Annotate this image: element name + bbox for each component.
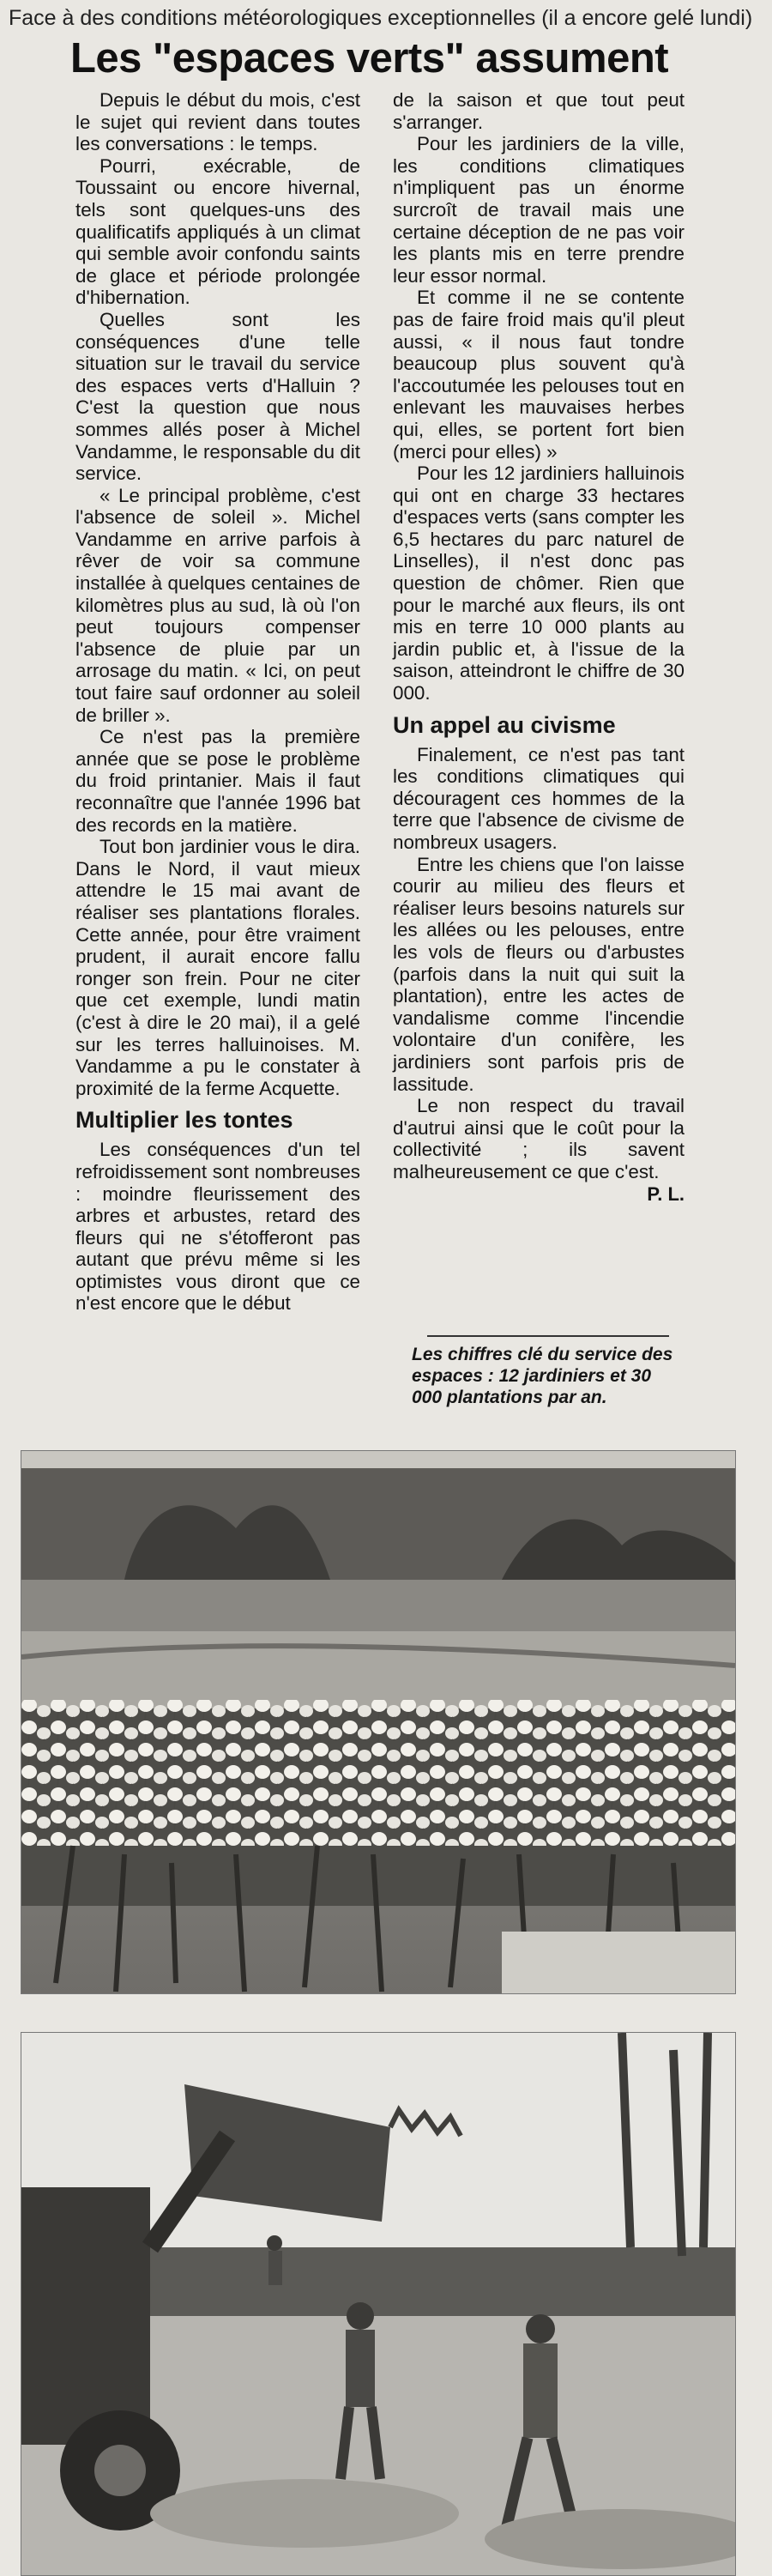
paragraph: « Le principal problème, c'est l'absence de soleil ». Michel Vandamme en arrive parfois à rêver de voir sa commune installée à quelques centaines de kilomètres plus au sud, là où l'on peut toujours compenser l'absence de pluie par un arrosage du matin. « Ici, on peut tout faire sauf ordonner au soleil de briller ». bbox=[75, 484, 360, 726]
subheading-civisme: Un appel au civisme bbox=[393, 711, 616, 738]
author-signature: P. L. bbox=[647, 1182, 685, 1205]
tulip-garden-photo bbox=[21, 1450, 736, 1994]
paragraph: Les conséquences d'un tel refroidissement sont nombreuses : moindre fleurissement des arbres et arbustes, retard des fleurs qui ne s'étofferont pas autant que prévu même si les optimistes vous diront que ce n'est encore que le début bbox=[75, 1139, 360, 1315]
paragraph: Quelles sont les conséquences d'une telle situation sur le travail du service des espaces verts d'Halluin ? C'est la question que nous sommes allés poser à Michel Vandamme, le responsable du dit service. bbox=[75, 308, 360, 485]
paragraph: Pour les jardiniers de la ville, les conditions climatiques n'impliquent pas un énorme surcroît de travail mais une certaine déception de ne pas voir les plants mis en terre prendre leur essor normal. bbox=[393, 133, 685, 287]
gardeners-work-photo bbox=[21, 2032, 736, 2576]
paragraph: Pour les 12 jardiniers halluinois qui ont en charge 33 hectares d'espaces verts (sans compter les 6,5 hectares du parc naturel de Linselles), il n'est donc pas question de chômer. Rien que pour le marché aux fleurs, ils ont mis en terre 10 000 plants au jardin public et, à l'issue de la saison, atteindront le chiffre de 30 000. bbox=[393, 463, 685, 704]
paragraph: Ce n'est pas la première année que se pose le problème du froid printanier. Mais il faut reconnaître que l'année 1996 bat des records en la matière. bbox=[75, 726, 360, 836]
photo-caption: Les chiffres clé du service des espaces : 12 jardiniers et 30 000 plantations par an. bbox=[412, 1345, 673, 1407]
article-headline: Les "espaces verts" assument bbox=[70, 35, 669, 82]
paragraph: Tout bon jardinier vous le dira. Dans le Nord, il vaut mieux attendre le 15 mai avant de réaliser ses plantations florales. Cette année, pour être vraiment prudent, il aurait encore fallu ronger son frein. Pour ne citer que cet exemple, lundi matin (c'est à dire le 20 mai), il a gelé sur les terres halluinoises. M. Vandamme a pu le constater à proximité de la ferme Acquette. bbox=[75, 836, 360, 1099]
paragraph: Pourri, exécrable, de Toussaint ou encore hivernal, tels sont quelques-uns des qualificatifs appliqués à un climat qui semble avoir confondu saints de glace et période prolongée d'hibernation. bbox=[75, 154, 360, 309]
article-kicker: Face à des conditions météorologiques exceptionnelles (il a encore gelé lundi) bbox=[9, 6, 753, 30]
paragraph: Finalement, ce n'est pas tant les conditions climatiques qui découragent ces hommes de la terre que l'absence de civisme de nombreux usagers. bbox=[393, 743, 685, 853]
paragraph: Et comme il ne se contente pas de faire froid mais qu'il pleut aussi, « il nous faut tondre beaucoup plus souvent qu'à l'accoutumée les pelouses tout en enlevant les mauvaises herbes qui, elles, se portent fort bien (merci pour elles) » bbox=[393, 287, 685, 463]
article-column-1 bbox=[75, 89, 360, 1315]
caption-divider bbox=[427, 1335, 669, 1337]
article-column-2 bbox=[393, 89, 685, 1205]
paragraph: Le non respect du travail d'autrui ainsi que le coût pour la collectivité ; ils savent malheureusement ce que c'est. bbox=[393, 1095, 685, 1182]
paragraph: de la saison et que tout peut s'arranger. bbox=[393, 89, 685, 133]
paragraph: Entre les chiens que l'on laisse courir au milieu des fleurs et réaliser leurs besoins naturels sur les allées ou les pelouses, entre les vols de fleurs ou d'arbustes (parfois dans la nuit qui suit la plantation), entre les actes de vandalisme comme l'incendie volontaire d'un conifère, les jardiniers sont parfois pris de lassitude. bbox=[393, 853, 685, 1095]
subheading-tontes: Multiplier les tontes bbox=[75, 1107, 293, 1134]
paragraph: Depuis le début du mois, c'est le sujet qui revient dans toutes les conversations : le temps. bbox=[75, 89, 360, 155]
